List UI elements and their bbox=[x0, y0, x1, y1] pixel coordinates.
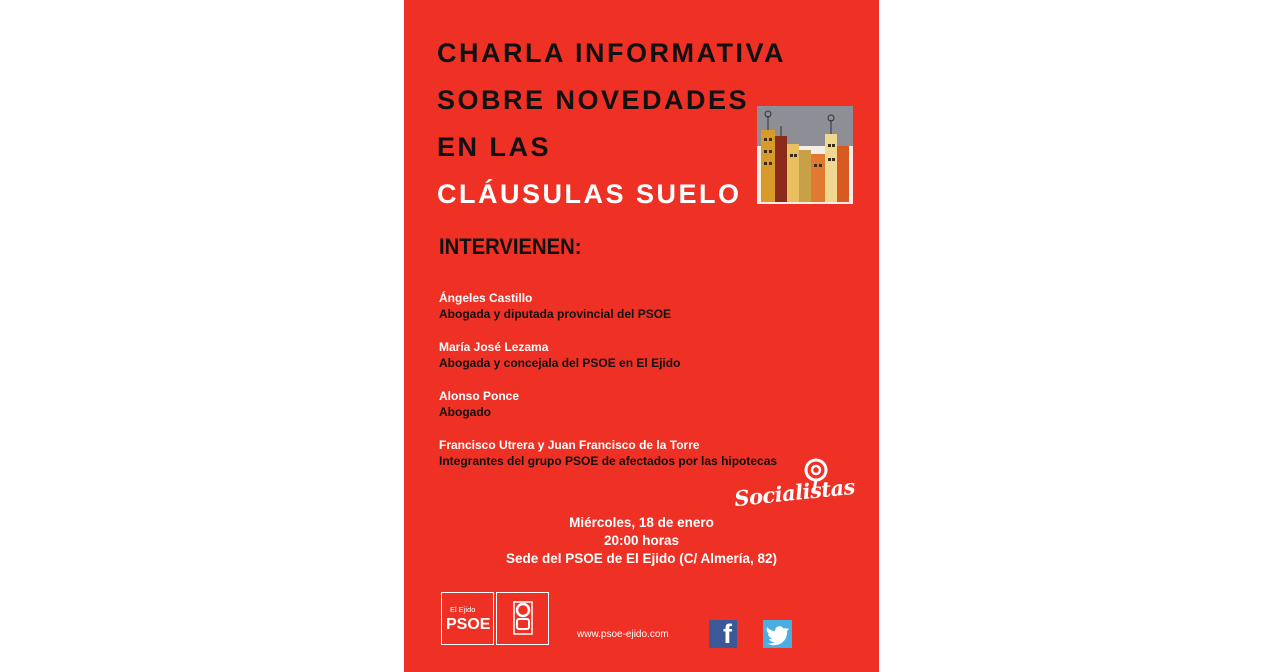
speaker-role: Abogado bbox=[439, 405, 491, 419]
event-date: Miércoles, 18 de enero bbox=[569, 515, 714, 530]
speakers-heading: INTERVIENEN: bbox=[439, 234, 582, 259]
speaker-name: Ángeles Castillo bbox=[439, 291, 533, 305]
twitter-icon[interactable] bbox=[763, 620, 792, 648]
website-link[interactable]: www.psoe-ejido.com bbox=[577, 629, 669, 640]
facebook-icon[interactable]: f bbox=[709, 620, 737, 648]
event-time: 20:00 horas bbox=[603, 533, 680, 548]
speaker-role: Abogada y diputada provincial del PSOE bbox=[439, 307, 672, 321]
speaker-name: Francisco Utrera y Juan Francisco de la Torre bbox=[439, 438, 700, 452]
event-details bbox=[404, 514, 879, 568]
socialistas-text: Socialistas bbox=[733, 473, 856, 512]
socialistas-logo bbox=[733, 458, 856, 512]
title-line-4: CLÁUSULAS SUELO bbox=[437, 179, 742, 209]
title-line-3: EN LAS bbox=[437, 132, 552, 162]
buildings-illustration bbox=[757, 106, 853, 204]
speaker-item bbox=[439, 339, 839, 371]
speaker-item bbox=[439, 290, 839, 322]
psoe-logo-text: PSOE bbox=[446, 616, 491, 633]
psoe-logo-city: El Ejido bbox=[450, 605, 476, 614]
title-line-2: SOBRE NOVEDADES bbox=[437, 85, 750, 115]
event-poster bbox=[404, 0, 879, 672]
speaker-item bbox=[439, 388, 839, 420]
fist-rose-icon bbox=[497, 593, 548, 644]
psoe-logo bbox=[441, 592, 494, 645]
speaker-role: Integrantes del grupo PSOE de afectados por las hipotecas bbox=[439, 454, 778, 468]
speaker-role: Abogada y concejala del PSOE en El Ejido bbox=[439, 356, 681, 370]
fist-rose-logo bbox=[496, 592, 549, 645]
title-line-1: CHARLA INFORMATIVA bbox=[437, 38, 786, 68]
speaker-name: Alonso Ponce bbox=[439, 389, 520, 403]
poster-title bbox=[437, 30, 786, 218]
event-place: Sede del PSOE de El Ejido (C/ Almería, 82) bbox=[505, 551, 778, 566]
speaker-name: María José Lezama bbox=[439, 340, 549, 354]
speakers-list bbox=[439, 290, 839, 486]
